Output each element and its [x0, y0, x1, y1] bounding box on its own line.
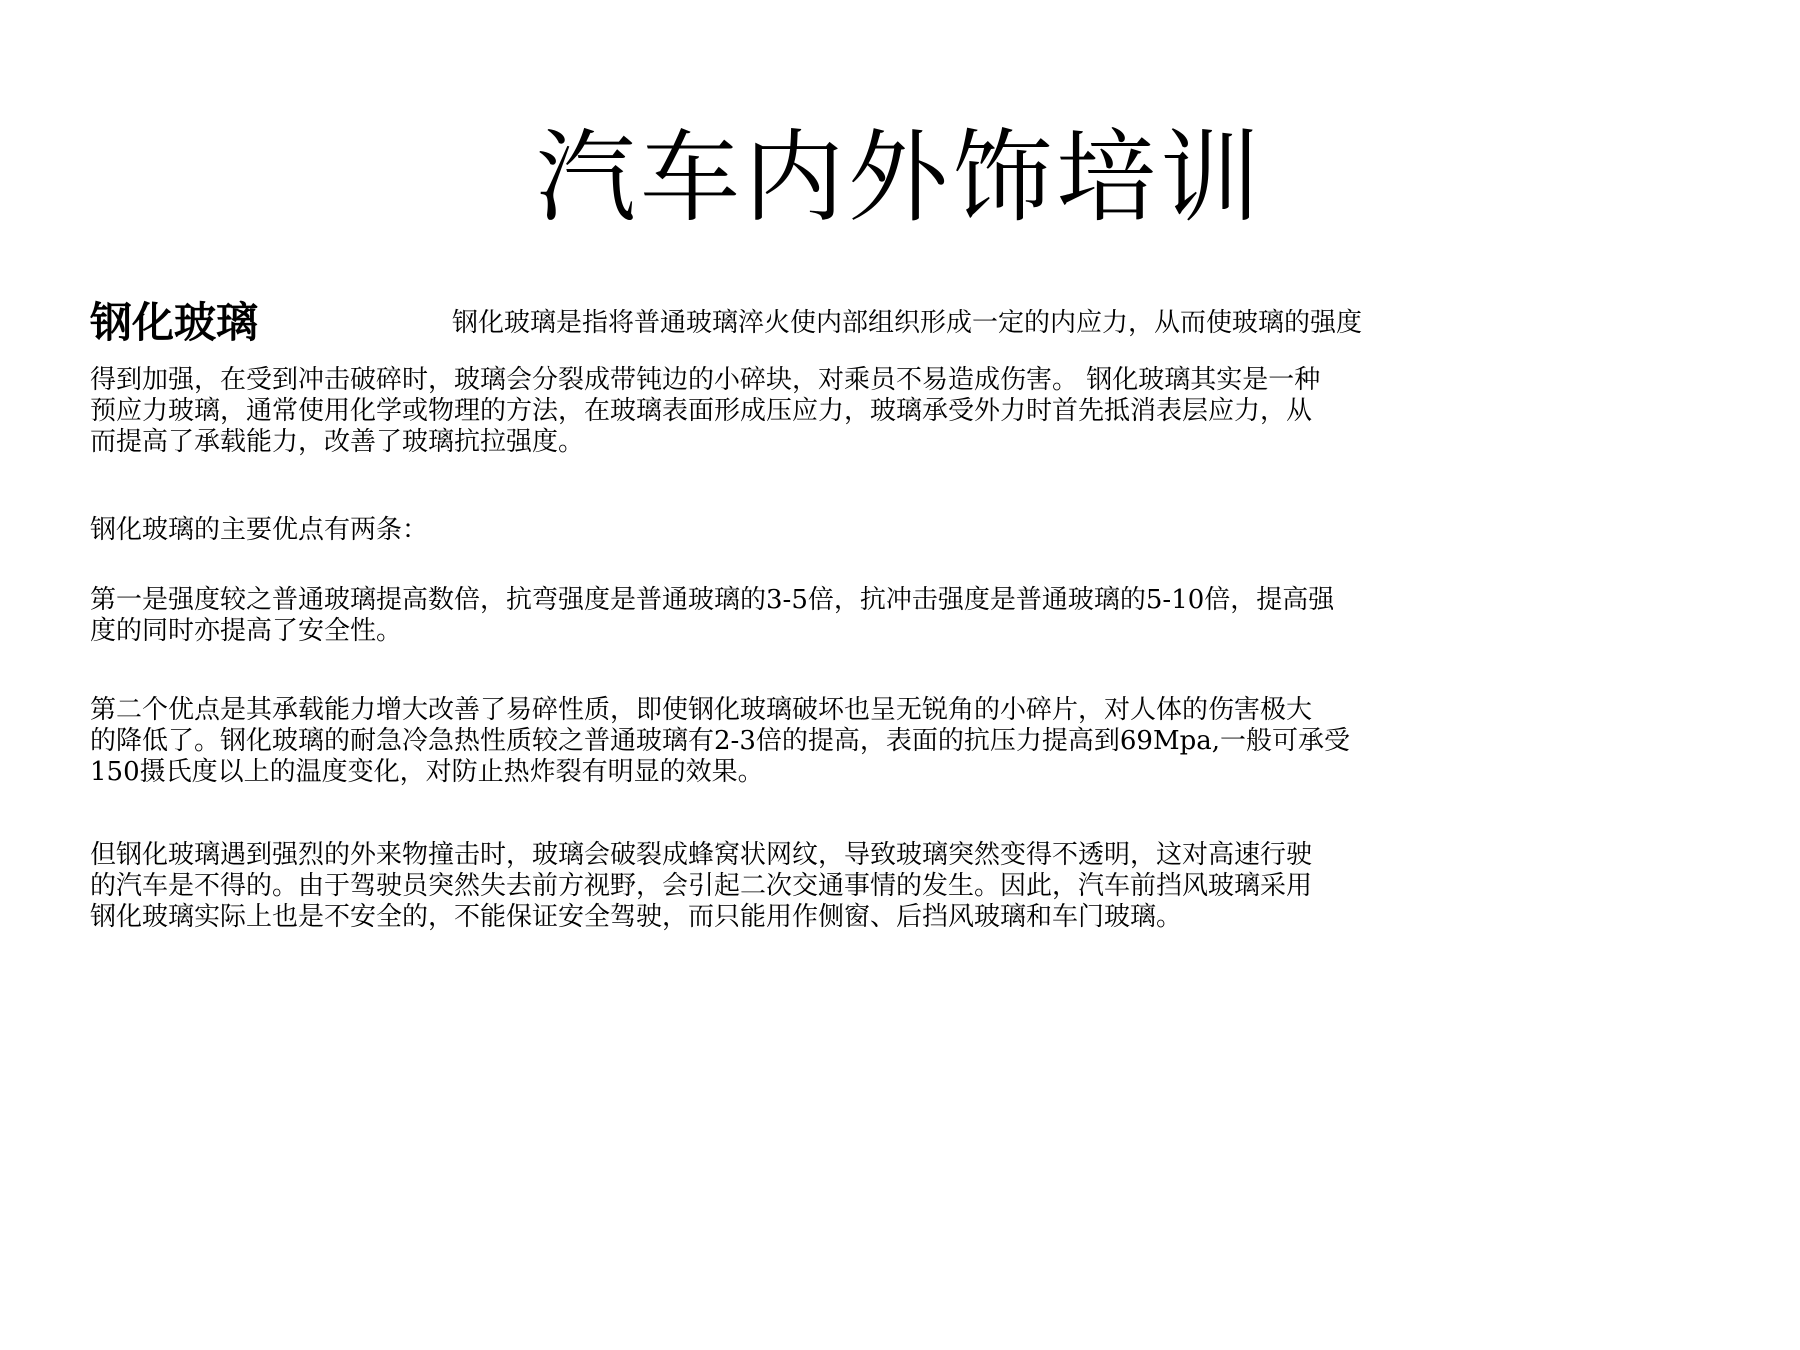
drawback-line: 的汽车是不得的。由于驾驶员突然失去前方视野，会引起二次交通事情的发生。因此，汽车前挡风玻璃采用 [90, 871, 1313, 901]
advantage-1-paragraph [90, 585, 1550, 647]
advantage-2-paragraph [90, 695, 1550, 788]
advantage-2-line: 第二个优点是其承载能力增大改善了易碎性质，即使钢化玻璃破坏也呈无锐角的小碎片，对人体的伤害极大 [90, 695, 1313, 725]
slide-title: 汽车内外饰培训 [536, 119, 1264, 236]
advantages-intro-line: 钢化玻璃的主要优点有两条： [90, 515, 429, 545]
intro-line: 而提高了承载能力，改善了玻璃抗拉强度。 [90, 427, 585, 457]
advantages-intro [90, 515, 1550, 546]
intro-line: 得到加强，在受到冲击破碎时，玻璃会分裂成带钝边的小碎块，对乘员不易造成伤害。 钢化玻璃其实是一种 [90, 365, 1321, 395]
drawback-line: 钢化玻璃实际上也是不安全的，不能保证安全驾驶，而只能用作侧窗、后挡风玻璃和车门玻璃。 [90, 902, 1183, 932]
section-heading: 钢化玻璃 [90, 298, 259, 347]
advantage-2-line: 的降低了。钢化玻璃的耐急冷急热性质较之普通玻璃有2-3倍的提高，表面的抗压力提高到69Mpa,一般可承受 [90, 726, 1350, 756]
advantage-2-line: 150摄氏度以上的温度变化，对防止热炸裂有明显的效果。 [90, 757, 764, 787]
drawback-paragraph [90, 840, 1550, 933]
intro-first-line: 钢化玻璃是指将普通玻璃淬火使内部组织形成一定的内应力，从而使玻璃的强度 [452, 308, 1363, 338]
intro-line: 预应力玻璃，通常使用化学或物理的方法，在玻璃表面形成压应力，玻璃承受外力时首先抵消表层应力，从 [90, 396, 1313, 426]
advantage-1-line: 度的同时亦提高了安全性。 [90, 616, 403, 646]
intro-paragraph [90, 365, 1550, 458]
advantage-1-line: 第一是强度较之普通玻璃提高数倍，抗弯强度是普通玻璃的3-5倍，抗冲击强度是普通玻璃的5-10倍，提高强 [90, 585, 1335, 615]
drawback-line: 但钢化玻璃遇到强烈的外来物撞击时，玻璃会破裂成蜂窝状网纹，导致玻璃突然变得不透明，这对高速行驶 [90, 840, 1313, 870]
